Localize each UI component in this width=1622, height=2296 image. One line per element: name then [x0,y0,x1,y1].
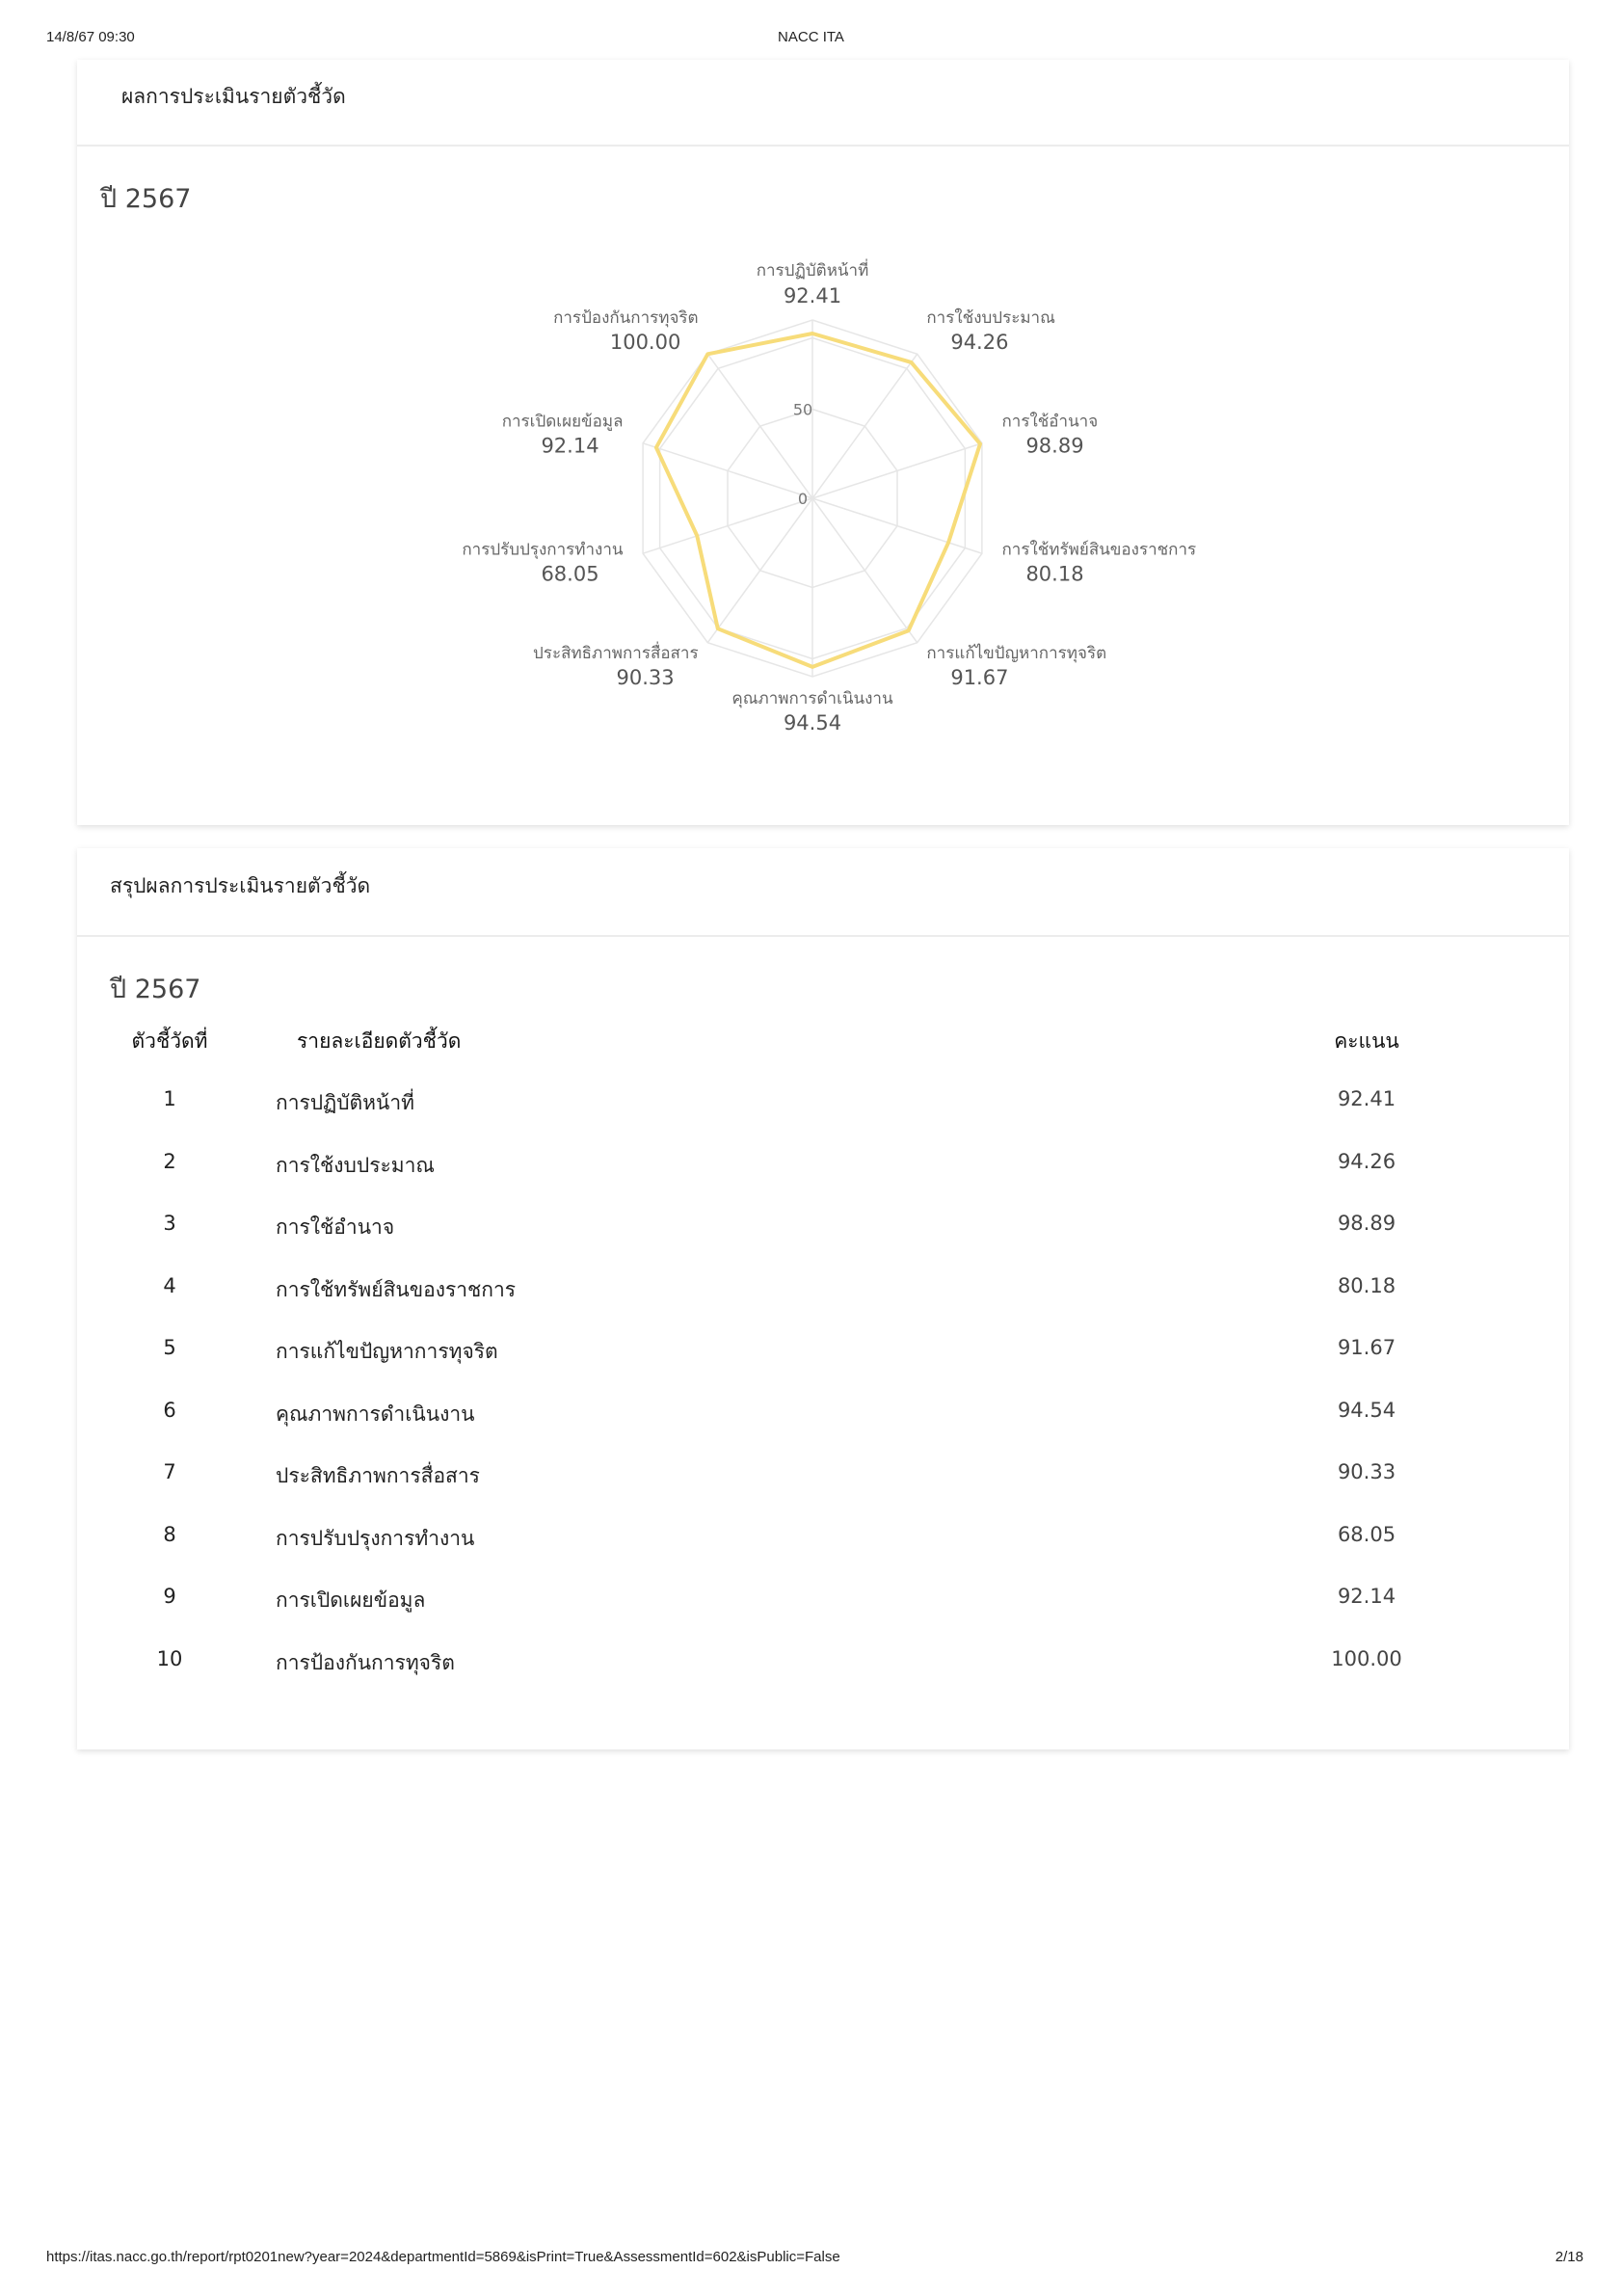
summary-year-label: ปี 2567 [110,974,201,1004]
radar-axis-label: การปรับปรุงการทำงาน [462,540,624,560]
row-desc: การเปิดเผยข้อมูล [276,1589,426,1612]
row-score: 94.54 [1337,1398,1396,1422]
indicator-table [77,1022,1569,1684]
row-no: 3 [163,1212,176,1235]
row-no: 6 [163,1398,176,1422]
radar-spoke [707,498,812,643]
radar-value-label: 98.89 [1025,434,1084,458]
table-row [77,1125,1569,1188]
print-footer [0,2249,1622,2268]
radar-axis-label: การใช้งบประมาณ [926,308,1055,329]
row-score: 92.41 [1337,1087,1396,1110]
row-no: 7 [163,1460,176,1483]
summary-card-header [77,848,1569,937]
row-desc: การปรับปรุงการทำงาน [276,1526,475,1550]
radar-tick-label: 0 [797,490,809,508]
radar-value-label: 92.14 [541,434,599,458]
row-desc: การปฏิบัติหน้าที่ [276,1091,415,1114]
table-row [77,1498,1569,1561]
row-no: 1 [163,1087,176,1110]
column-header-desc: รายละเอียดตัวชี้วัด [297,1029,462,1053]
row-desc: ประสิทธิภาพการสื่อสาร [276,1464,480,1487]
summary-card-title: สรุปผลการประเมินรายตัวชี้วัด [110,874,371,897]
print-header [0,29,1622,48]
row-score: 92.14 [1337,1585,1396,1608]
radar-axis-label: คุณภาพการดำเนินงาน [731,689,893,708]
radar-axis-label: การใช้ทรัพย์สินของราชการ [1001,540,1197,560]
table-row [77,1622,1569,1685]
radar-value-label: 91.67 [950,665,1009,689]
radar-axis-label: ประสิทธิภาพการสื่อสาร [533,643,699,663]
print-url: https://itas.nacc.go.th/report/rpt0201new?year=2024&departmentId=5869&isPrint=True&AssessmentId=602&isPublic=False [46,2249,840,2265]
row-score: 80.18 [1337,1273,1396,1297]
row-score: 94.26 [1337,1149,1396,1173]
radar-value-label: 80.18 [1025,562,1084,586]
row-no: 5 [163,1336,176,1359]
table-header-row [77,1022,1569,1062]
table-row [77,1311,1569,1374]
column-header-no: ตัวชี้วัดที่ [131,1029,208,1053]
print-site-title: NACC ITA [778,29,844,45]
radar-spoke [812,498,917,643]
radar-axis-label: การเปิดเผยข้อมูล [501,412,624,432]
row-no: 10 [156,1646,183,1670]
radar-value-label: 90.33 [616,665,675,689]
radar-value-label: 94.26 [950,331,1009,355]
row-score: 68.05 [1337,1522,1396,1546]
row-desc: การใช้งบประมาณ [276,1153,435,1177]
radar-card-title: ผลการประเมินรายตัวชี้วัด [121,85,346,108]
print-page-number: 2/18 [1555,2249,1583,2265]
row-no: 2 [163,1149,176,1173]
row-score: 100.00 [1331,1646,1402,1670]
radar-year-label: ปี 2567 [100,184,192,214]
radar-spoke [707,354,812,498]
radar-value-label: 100.00 [609,331,681,355]
summary-card [77,848,1569,1749]
radar-card [77,60,1569,825]
radar-value-label: 92.41 [783,284,842,307]
radar-axis-label: การใช้อำนาจ [1001,412,1099,432]
print-datetime: 14/8/67 09:30 [46,29,135,45]
radar-spoke [812,354,917,498]
table-row [77,1187,1569,1249]
radar-value-label: 94.54 [783,711,842,734]
table-row [77,1062,1569,1125]
radar-value-label: 68.05 [541,562,599,586]
radar-axis-label: การป้องกันการทุจริต [553,308,699,329]
row-desc: การใช้อำนาจ [276,1215,395,1239]
column-header-score: คะแนน [1334,1029,1399,1053]
radar-axis-label: การปฏิบัติหน้าที่ [756,261,869,280]
table-row [77,1374,1569,1436]
radar-axis-label: การแก้ไขปัญหาการทุจริต [926,643,1107,663]
row-score: 90.33 [1337,1460,1396,1483]
row-desc: การแก้ไขปัญหาการทุจริต [276,1340,498,1363]
radar-tick-label: 50 [792,400,813,419]
row-no: 8 [163,1522,176,1546]
table-row [77,1249,1569,1312]
row-desc: การใช้ทรัพย์สินของราชการ [276,1277,517,1301]
table-row [77,1435,1569,1498]
row-no: 9 [163,1585,176,1608]
row-score: 91.67 [1337,1336,1396,1359]
row-score: 98.89 [1337,1212,1396,1235]
row-desc: คุณภาพการดำเนินงาน [276,1402,475,1426]
row-desc: การป้องกันการทุจริต [276,1650,455,1674]
row-no: 4 [163,1273,176,1297]
radar-chart [77,60,1569,825]
table-row [77,1560,1569,1622]
